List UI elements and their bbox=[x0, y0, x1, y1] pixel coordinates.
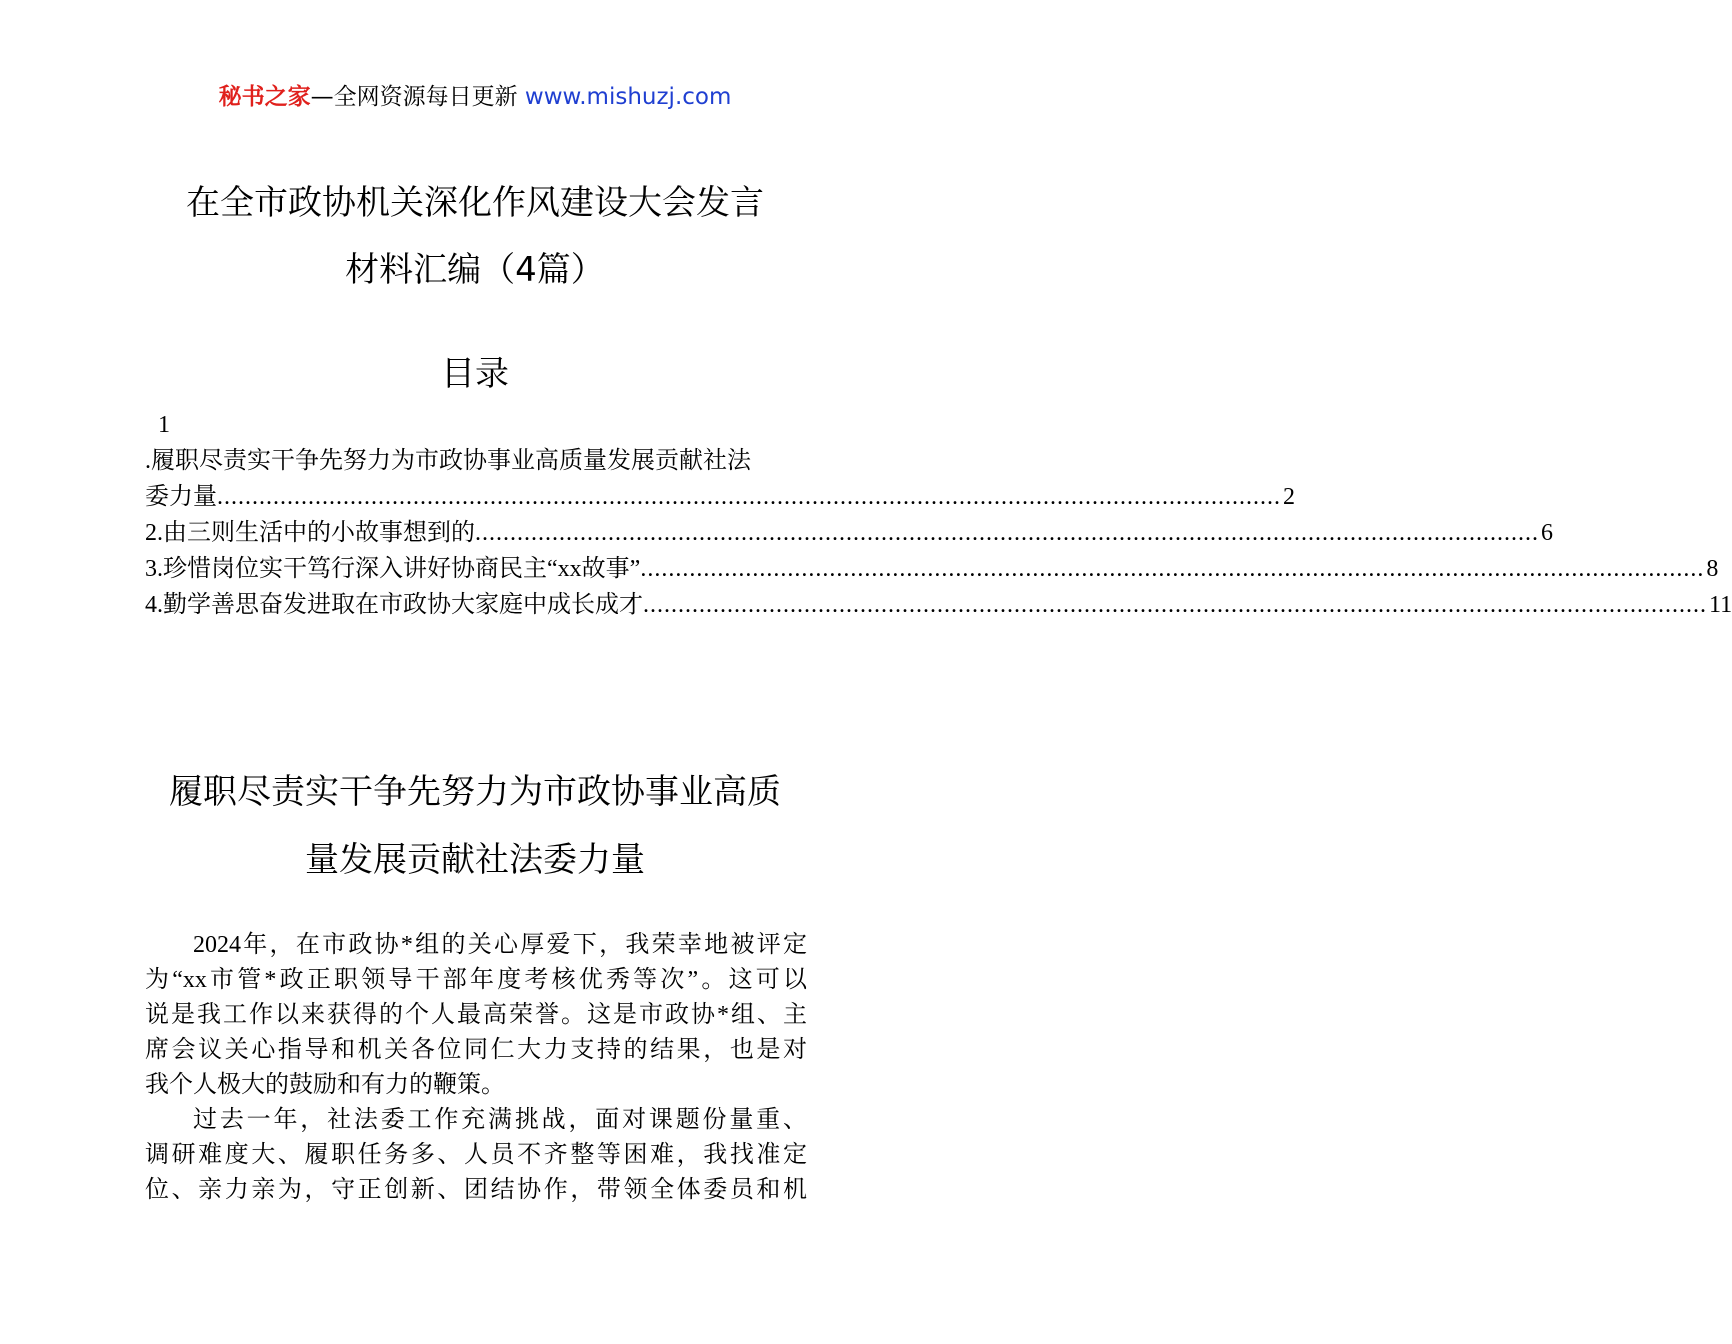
paragraph-line: 我个人极大的鼓励和有力的鞭策。 bbox=[145, 1072, 505, 1098]
toc-item-1-number: 1 bbox=[158, 412, 170, 438]
toc-page-number: 8 bbox=[1706, 556, 1719, 582]
toc-item-3-entry[interactable]: 3.珍惜岗位实干笃行深入讲好协商民主“xx故事” ........................................................................................................................................................ 8 bbox=[145, 556, 1719, 582]
toc-page-number: 6 bbox=[1541, 520, 1553, 546]
toc-item-1-entry[interactable]: 委力量 ........................................................................................................................................................ 2 bbox=[145, 484, 1295, 510]
toc-item-2-entry[interactable]: 2.由三则生活中的小故事想到的 ........................................................................................................................................................ 6 bbox=[145, 520, 1553, 546]
paragraph-line: 位、亲力亲为，守正创新、团结协作，带领全体委员和机 bbox=[145, 1177, 807, 1203]
paragraph-line: 席会议关心指导和机关各位同仁大力支持的结果，也是对 bbox=[145, 1037, 807, 1063]
toc-page-number: 11 bbox=[1709, 592, 1732, 618]
paragraph-line: 调研难度大、履职任务多、人员不齐整等困难，我找准定 bbox=[145, 1142, 807, 1168]
site-header bbox=[0, 82, 950, 112]
toc-item-4-entry[interactable]: 4.勤学善思奋发进取在市政协大家庭中成长成才 ........................................................................................................................................................ 11 bbox=[145, 592, 1732, 618]
site-url-link[interactable]: www.mishuzj.com bbox=[524, 84, 732, 110]
document-title-line-1: 在全市政协机关深化作风建设大会发言 bbox=[186, 183, 764, 223]
brand-name: 秘书之家 bbox=[218, 84, 311, 110]
toc-leader-dots: ........................................................................................................................................................ bbox=[643, 592, 1707, 618]
paragraph-line: 2024年，在市政协*组的关心厚爱下，我荣幸地被评定 bbox=[193, 932, 807, 958]
document-title-line-2: 材料汇编（4篇） bbox=[345, 250, 605, 290]
toc-leader-dots: ........................................................................................................................................................ bbox=[217, 484, 1281, 510]
section-title-line-2: 量发展贡献社法委力量 bbox=[305, 840, 645, 880]
section-title-line-1: 履职尽责实干争先努力为市政协事业高质 bbox=[169, 772, 781, 812]
paragraph-line: 为“xx市管*政正职领导干部年度考核优秀等次”。这可以 bbox=[145, 967, 807, 993]
paragraph-line: 过去一年，社法委工作充满挑战，面对课题份量重、 bbox=[193, 1107, 807, 1133]
toc-page-number: 2 bbox=[1283, 484, 1295, 510]
toc-leader-dots: ........................................................................................................................................................ bbox=[475, 520, 1539, 546]
paragraph-line: 说是我工作以来获得的个人最高荣誉。这是市政协*组、主 bbox=[145, 1002, 807, 1028]
toc-heading: 目录 bbox=[441, 354, 509, 394]
toc-leader-dots: ........................................................................................................................................................ bbox=[640, 556, 1705, 582]
header-tagline: —全网资源每日更新 bbox=[310, 84, 518, 110]
toc-item-1-title[interactable]: .履职尽责实干争先努力为市政协事业高质量发展贡献社法 bbox=[145, 448, 751, 474]
